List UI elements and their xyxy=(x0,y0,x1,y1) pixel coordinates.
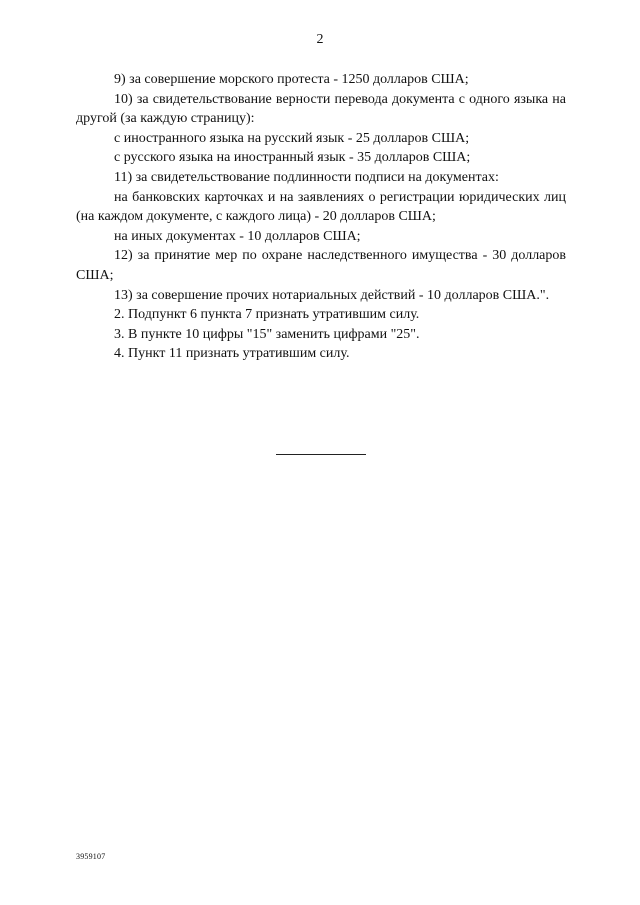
paragraph-clause-4: 4. Пункт 11 признать утратившим силу. xyxy=(114,346,350,362)
paragraph-clause-2: 2. Подпункт 6 пункта 7 признать утратившим силу. xyxy=(114,307,420,323)
paragraph-bank-cards: на банковских карточках и на заявлениях о регистрации юридических лиц (на каждом документе, с каждого лица) - 20 долларов США; xyxy=(76,189,566,225)
paragraph-item-11: 11) за свидетельствование подлинности подписи на документах: xyxy=(114,169,499,185)
paragraph-other-documents: на иных документах - 10 долларов США; xyxy=(114,228,361,244)
paragraph-item-10: 10) за свидетельствование верности перевода документа с одного языка на другой (за каждую страницу): xyxy=(76,91,566,127)
paragraph-item-13: 13) за совершение прочих нотариальных действий - 10 долларов США.". xyxy=(114,287,550,303)
paragraph-item-9: 9) за совершение морского протеста - 1250 долларов США; xyxy=(114,72,469,87)
footer-document-code: 3959107 xyxy=(76,852,106,861)
document-body xyxy=(76,70,566,364)
page-number: 2 xyxy=(316,32,324,47)
end-separator-line xyxy=(276,454,366,455)
paragraph-item-12: 12) за принятие мер по охране наследственного имущества - 30 долларов США; xyxy=(76,248,566,283)
paragraph-clause-3: 3. В пункте 10 цифры "15" заменить цифрами "25". xyxy=(114,326,420,342)
paragraph-translation-foreign-to-russian: с иностранного языка на русский язык - 25 долларов США; xyxy=(114,130,470,146)
paragraph-translation-russian-to-foreign: с русского языка на иностранный язык - 35 долларов США; xyxy=(114,150,471,166)
